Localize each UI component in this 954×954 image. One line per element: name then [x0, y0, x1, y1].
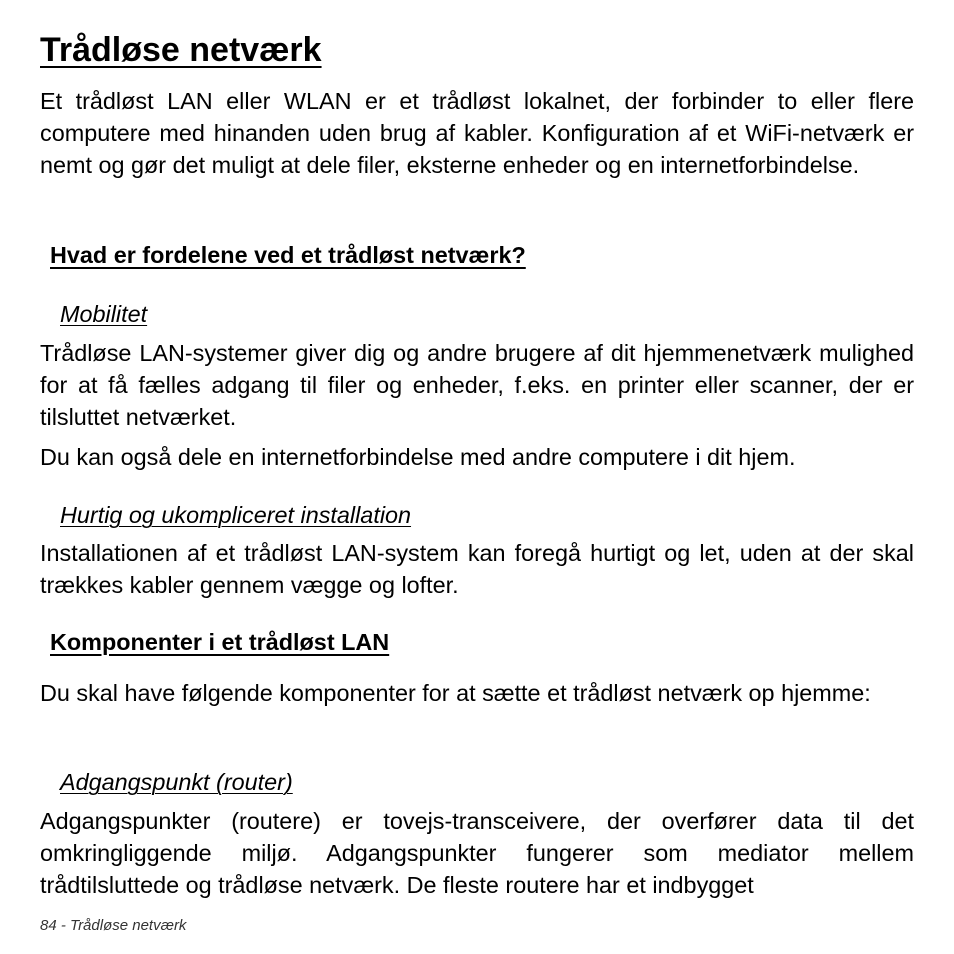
- subheading-mobility: Mobilitet: [60, 301, 148, 327]
- router-paragraph: Adgangspunkter (routere) er tovejs-transceivere, der overfører data til det omkringliggende miljø. Adgangspunkter fungerer som mediator mellem trådtilsluttede og trådløse netværk. De fleste routere har et indbygget: [40, 808, 914, 898]
- section-heading-benefits: Hvad er fordelene ved et trådløst netværk?: [50, 242, 526, 268]
- subheading-installation: Hurtig og ukompliceret installation: [60, 502, 412, 528]
- intro-paragraph: Et trådløst LAN eller WLAN er et trådløst lokalnet, der forbinder to eller flere computere med hinanden uden brug af kabler. Konfiguration af et WiFi-netværk er nemt og gør det muligt at dele filer, eksterne enheder og en internetforbindelse.: [40, 88, 914, 178]
- page-title: Trådløse netværk: [40, 31, 322, 69]
- mobility-paragraph: Trådløse LAN-systemer giver dig og andre brugere af dit hjemmenetværk mulighed for at få fælles adgang til filer og enheder, f.eks. en printer eller scanner, der er tilsluttet netværket.: [40, 340, 914, 430]
- subheading-router: Adgangspunkt (router): [60, 769, 293, 795]
- mobility-paragraph-2: Du kan også dele en internetforbindelse med andre computere i dit hjem.: [40, 444, 796, 470]
- components-paragraph: Du skal have følgende komponenter for at sætte et trådløst netværk op hjemme:: [40, 680, 871, 706]
- page-footer: 84 - Trådløse netværk: [40, 917, 187, 934]
- installation-paragraph: Installationen af et trådløst LAN-system kan foregå hurtigt og let, uden at der skal trækkes kabler gennem vægge og lofter.: [40, 540, 914, 598]
- section-heading-components: Komponenter i et trådløst LAN: [50, 629, 390, 655]
